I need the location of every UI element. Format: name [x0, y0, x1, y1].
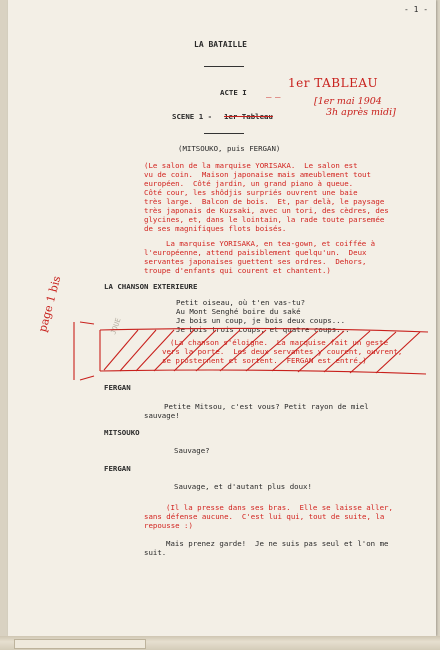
- date-handwritten-line-1: [1er mai 1904: [314, 96, 382, 107]
- fergan-line-2: sauvage!: [144, 411, 180, 420]
- margin-stamp: JOUE: [109, 317, 123, 336]
- manuscript-page: - 1 - LA BATAILLE ACTE I _ _ 1er TABLEAU [1er mai 1904 3h après midi] SCENE 1 - 1er Tableau (MITSOUKO, puis FERGAN) (Le salon de la marquise YORISAKA. Le salon est vu de coin. Maison japonaise mais ameublement tout européen. Côté jardin, un grand piano à queue. Côté cour, les shôdjis surpriés ouvrent une baie très large. Balcon de bois. Et, par delà, le paysage très japonais de Kuzsaki, avec un tori, des cèdres, des glycines, et, dans le lointain, la rade toute parsemée de ses magnifiques flots boisés. La marquise YORISAKA, en tea-gown, et coiffée à l'européenne, attend paisiblement quelqu'un. Deux servantes japonaises guettent ses ordres. Dehors, troupe d'enfants qui courent et chantent.) LA CHANSON EXTERIEURE Petit oiseau, où t'en vas-tu? Au Mont Senghé boire du saké Je bois un coup, je bois deux coups... Je bois trois coups, et quatre coups... JOUE page 1 bis (La chanson s'éloigne. La marquise fait un geste vers la porte. Les deux servantes y courent, ouvrent, se prosternent et sortent. FERGAN est entré.) FERGAN Petite Mitsou, c'est vous? Petit rayon de miel sauvage! MITSOUKO Sauvage? FERGAN Sauvage, et d'autant plus doux! (Il la presse dans ses bras. Elle se laisse aller, sans défense aucune. C'est lui qui, tout de suite, la repousse :) Mais prenez garde! Je ne suis pas seul et l'on me suit.: [8, 0, 436, 636]
- scene-struck-text: 1er Tableau: [224, 112, 273, 121]
- act-heading: ACTE I: [220, 88, 247, 97]
- page-bottom-edge: [0, 636, 440, 650]
- page-number: - 1 -: [404, 5, 429, 14]
- speaker-mitsouko: MITSOUKO: [104, 428, 140, 437]
- tableau-handwritten: 1er TABLEAU: [288, 76, 379, 90]
- date-handwritten-line-2: 3h après midi]: [326, 107, 396, 118]
- scene-heading: SCENE 1 -: [172, 112, 213, 121]
- characters-line: (MITSOUKO, puis FERGAN): [178, 144, 281, 153]
- chanson-header: LA CHANSON EXTERIEURE: [104, 282, 198, 291]
- speaker-fergan-2: FERGAN: [104, 464, 131, 473]
- mitsouko-line: Sauvage?: [174, 446, 210, 455]
- final-line-1: Mais prenez garde! Je ne suis pas seul et l'on me: [166, 539, 389, 548]
- fergan-line-3: Sauvage, et d'autant plus doux!: [174, 482, 312, 491]
- play-title: LA BATAILLE: [194, 40, 247, 49]
- act-dash-hand: _ _: [266, 85, 281, 98]
- paper-strip: [14, 639, 146, 649]
- final-line-2: suit.: [144, 548, 167, 557]
- speaker-fergan-1: FERGAN: [104, 383, 131, 392]
- margin-note-handwritten: page 1 bis: [36, 274, 64, 334]
- fergan-line-1: Petite Mitsou, c'est vous? Petit rayon de miel: [164, 402, 369, 411]
